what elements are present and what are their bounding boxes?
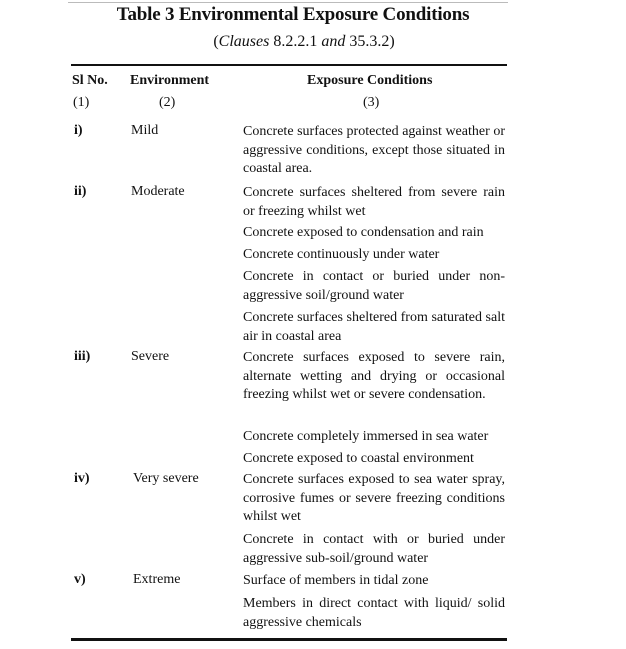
column-number-3: (3) [363,95,380,110]
row-5-condition-1: Surface of members in tidal zone [243,573,429,588]
row-2-condition-4: Concrete in contact or buried under non-aggressive soil/ground water [243,269,505,303]
table-subtitle [0,33,626,51]
header-sl-no: Sl No. [72,73,108,88]
table-title: Table 3 Environmental Exposure Conditions [116,4,470,25]
row-3-environment: Severe [131,349,170,364]
row-2-condition-5: Concrete surfaces sheltered from saturated salt air in coastal area [243,310,505,344]
header-exposure-conditions: Exposure Conditions [307,73,433,88]
column-number-1: (1) [73,95,90,110]
row-4-condition-2: Concrete in contact with or buried under aggressive sub-soil/ground water [243,532,505,566]
top-divider [68,2,508,3]
subtitle-suffix: 35.3.2) [345,33,395,50]
row-2-environment: Moderate [131,184,185,199]
row-2-sl-no: ii) [74,184,87,199]
row-1-sl-no: i) [74,123,83,138]
row-5-sl-no: v) [74,572,86,587]
row-5-environment: Extreme [133,572,181,587]
subtitle-mid: 8.2.2.1 [269,33,322,50]
row-5-condition-2: Members in direct contact with liquid/ solid aggressive chemicals [243,596,505,630]
subtitle-and: and [321,33,346,50]
header-top-rule [71,64,507,66]
table-bottom-rule [71,638,507,641]
subtitle-prefix: ( [213,33,219,50]
row-3-condition-3: Concrete exposed to coastal environment [243,451,474,466]
header-environment: Environment [130,73,210,88]
row-4-condition-1: Concrete surfaces exposed to sea water spray, corrosive fumes or severe freezing conditions whilst wet [243,472,505,524]
row-3-condition-2: Concrete completely immersed in sea water [243,429,489,444]
row-4-environment: Very severe [133,471,199,486]
row-2-condition-2: Concrete exposed to condensation and rain [243,225,484,240]
row-2-condition-3: Concrete continuously under water [243,247,440,262]
column-number-2: (2) [159,95,176,110]
row-4-sl-no: iv) [74,471,90,486]
row-1-condition-1: Concrete surfaces protected against weather or aggressive conditions, except those situated in coastal area. [243,124,505,176]
row-3-condition-1: Concrete surfaces exposed to severe rain, alternate wetting and drying or occasional freezing whilst wet or severe condensation. [243,350,505,402]
row-2-condition-1: Concrete surfaces sheltered from severe rain or freezing whilst wet [243,185,505,219]
row-1-environment: Mild [131,123,159,138]
row-3-sl-no: iii) [74,349,91,364]
subtitle-clauses: Clauses [218,33,270,50]
